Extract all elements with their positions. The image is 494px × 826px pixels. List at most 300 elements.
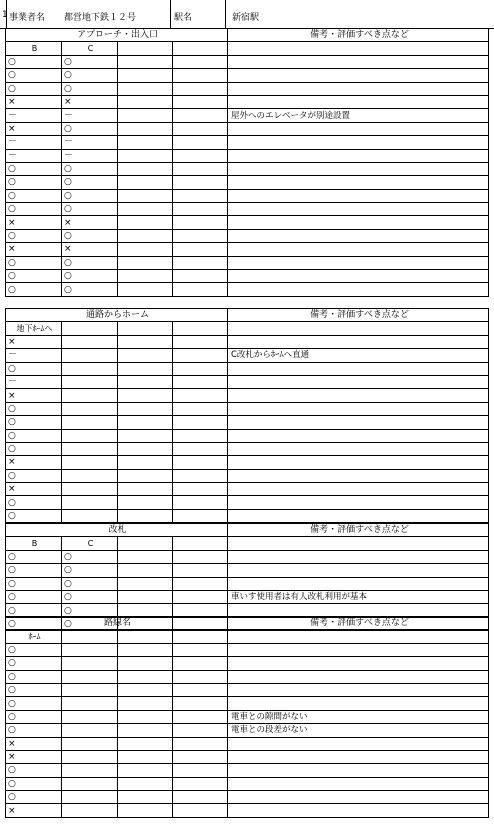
rating-cell <box>173 229 228 242</box>
rating-cell <box>173 416 228 429</box>
evaluation-grid <box>5 28 228 297</box>
note-cell <box>228 95 489 108</box>
section-title: アプローチ・出入口 <box>6 29 228 42</box>
table-row <box>6 710 228 723</box>
rating-cell: ○ <box>6 82 62 95</box>
rating-cell: － <box>62 109 118 122</box>
table-row <box>6 577 228 590</box>
note-cell <box>228 791 489 804</box>
rating-cell <box>62 362 118 375</box>
rating-cell <box>173 82 228 95</box>
rating-cell <box>173 109 228 122</box>
note-cell <box>228 429 489 442</box>
table-row <box>6 416 228 429</box>
rating-cell <box>62 483 118 496</box>
rating-cell: ○ <box>6 55 62 68</box>
rating-cell <box>62 375 118 388</box>
rating-cell: ○ <box>6 550 62 563</box>
rating-cell: ○ <box>6 270 62 283</box>
rating-cell <box>62 804 118 817</box>
note-cell <box>228 577 489 590</box>
document-header <box>0 0 494 29</box>
rating-cell: ○ <box>62 577 118 590</box>
rating-cell: × <box>6 737 62 750</box>
rating-cell: ○ <box>6 777 62 790</box>
rating-cell <box>118 469 173 482</box>
rating-cell: ○ <box>6 697 62 710</box>
rating-cell <box>173 683 228 696</box>
table-row <box>6 429 228 442</box>
rating-cell <box>62 496 118 509</box>
rating-cell <box>62 777 118 790</box>
rating-cell <box>62 335 118 348</box>
note-cell <box>228 229 489 242</box>
note-cell <box>228 737 489 750</box>
rating-cell: ○ <box>6 670 62 683</box>
note-cell <box>228 550 489 563</box>
table-row <box>6 764 228 777</box>
table-row <box>6 657 228 670</box>
note-cell <box>228 362 489 375</box>
rating-cell <box>118 216 173 229</box>
rating-cell <box>118 416 173 429</box>
note-cell <box>228 537 489 550</box>
evaluation-grid <box>5 616 228 818</box>
table-row <box>6 697 228 710</box>
rating-cell: × <box>6 243 62 256</box>
rating-cell <box>173 362 228 375</box>
rating-cell <box>62 710 118 723</box>
note-cell <box>228 683 489 696</box>
column-header <box>118 537 173 550</box>
rating-cell <box>173 577 228 590</box>
column-header <box>173 537 228 550</box>
rating-cell <box>118 737 173 750</box>
rating-cell <box>118 349 173 362</box>
rating-cell <box>173 349 228 362</box>
table-row <box>6 203 228 216</box>
rating-cell <box>173 509 228 522</box>
rating-cell <box>173 750 228 763</box>
row-marker: 1 <box>2 10 8 20</box>
rating-cell <box>62 349 118 362</box>
notes-column <box>227 616 489 818</box>
rating-cell: ○ <box>6 590 62 603</box>
note-cell <box>228 670 489 683</box>
rating-cell: ○ <box>6 189 62 202</box>
rating-cell <box>118 335 173 348</box>
table-row <box>6 550 228 563</box>
table-row <box>6 270 228 283</box>
rating-cell <box>173 122 228 135</box>
rating-cell: ○ <box>6 764 62 777</box>
rating-cell <box>173 335 228 348</box>
note-cell <box>228 750 489 763</box>
column-header <box>62 630 118 643</box>
table-row <box>6 256 228 269</box>
table-row <box>6 335 228 348</box>
rating-cell <box>118 643 173 656</box>
rating-cell: × <box>62 243 118 256</box>
rating-cell: × <box>6 456 62 469</box>
table-row <box>6 389 228 402</box>
note-cell <box>228 216 489 229</box>
rating-cell <box>118 750 173 763</box>
table-row <box>6 162 228 175</box>
rating-cell: ○ <box>62 256 118 269</box>
notes-column <box>227 308 489 523</box>
rating-cell <box>173 456 228 469</box>
table-row <box>6 82 228 95</box>
note-cell <box>228 564 489 577</box>
table-row <box>6 189 228 202</box>
rating-cell: ○ <box>6 496 62 509</box>
rating-cell <box>173 791 228 804</box>
rating-cell <box>118 402 173 415</box>
rating-cell: × <box>62 216 118 229</box>
note-cell <box>228 375 489 388</box>
note-cell <box>228 469 489 482</box>
rating-cell: ○ <box>6 657 62 670</box>
rating-cell: ○ <box>62 283 118 296</box>
note-cell <box>228 149 489 162</box>
rating-cell <box>118 791 173 804</box>
rating-cell: ○ <box>62 590 118 603</box>
rating-cell <box>118 456 173 469</box>
table-row <box>6 643 228 656</box>
column-header: B <box>6 42 62 55</box>
rating-cell: ○ <box>6 791 62 804</box>
note-cell <box>228 243 489 256</box>
rating-cell: × <box>6 750 62 763</box>
rating-cell <box>62 456 118 469</box>
rating-cell: ○ <box>6 402 62 415</box>
note-cell <box>228 630 489 643</box>
table-row <box>6 804 228 817</box>
rating-cell <box>173 243 228 256</box>
table-row <box>6 95 228 108</box>
rating-cell: ○ <box>6 362 62 375</box>
rating-cell: ○ <box>62 564 118 577</box>
rating-cell: × <box>6 122 62 135</box>
note-cell: 電車との段差がない <box>228 724 489 737</box>
rating-cell <box>173 176 228 189</box>
rating-cell: － <box>62 149 118 162</box>
rating-cell <box>118 55 173 68</box>
rating-cell <box>118 697 173 710</box>
rating-cell <box>118 243 173 256</box>
rating-cell: － <box>6 349 62 362</box>
rating-cell <box>118 670 173 683</box>
notes-header: 備考・評価すべき点など <box>228 524 489 537</box>
rating-cell <box>62 791 118 804</box>
rating-cell: ○ <box>6 604 62 617</box>
column-header <box>173 42 228 55</box>
rating-cell <box>118 283 173 296</box>
note-cell <box>228 176 489 189</box>
rating-cell <box>118 189 173 202</box>
column-header: ﾎｰﾑ <box>6 630 62 643</box>
rating-cell <box>173 777 228 790</box>
note-cell <box>228 322 489 335</box>
table-row <box>6 496 228 509</box>
station-value: 新宿駅 <box>232 13 260 23</box>
rating-cell <box>173 483 228 496</box>
rating-cell: ○ <box>6 469 62 482</box>
column-header <box>62 322 118 335</box>
rating-cell <box>173 270 228 283</box>
note-cell <box>228 657 489 670</box>
rating-cell <box>118 657 173 670</box>
note-cell <box>228 82 489 95</box>
rating-cell: ○ <box>6 429 62 442</box>
section-title: 通路からホーム <box>6 309 228 322</box>
rating-cell: ○ <box>62 270 118 283</box>
evaluation-grid <box>5 523 228 631</box>
rating-cell <box>173 737 228 750</box>
rating-cell <box>62 764 118 777</box>
rating-cell <box>173 402 228 415</box>
notes-column <box>227 28 489 297</box>
notes-header: 備考・評価すべき点など <box>228 309 489 322</box>
rating-cell: ○ <box>62 604 118 617</box>
table-row <box>6 283 228 296</box>
rating-cell: ○ <box>62 82 118 95</box>
checklist-section <box>5 28 489 297</box>
table-row <box>6 229 228 242</box>
rating-cell <box>118 683 173 696</box>
note-cell: 車いす使用者は有人改札利用が基本 <box>228 590 489 603</box>
rating-cell <box>118 229 173 242</box>
table-row <box>6 469 228 482</box>
notes-header: 備考・評価すべき点など <box>228 29 489 42</box>
note-cell: 屋外へのエレベータが別途設置 <box>228 109 489 122</box>
rating-cell <box>62 429 118 442</box>
note-cell <box>228 509 489 522</box>
note-cell <box>228 189 489 202</box>
rating-cell: ○ <box>6 577 62 590</box>
rating-cell <box>173 442 228 455</box>
rating-cell: ○ <box>62 176 118 189</box>
rating-cell <box>118 69 173 82</box>
table-row <box>6 683 228 696</box>
rating-cell <box>62 389 118 402</box>
rating-cell: ○ <box>62 550 118 563</box>
rating-cell <box>118 149 173 162</box>
column-header <box>173 630 228 643</box>
table-row <box>6 362 228 375</box>
checklist-section <box>5 523 489 631</box>
column-header <box>118 42 173 55</box>
rating-cell <box>62 670 118 683</box>
rating-cell <box>173 804 228 817</box>
table-row <box>6 122 228 135</box>
table-row <box>6 216 228 229</box>
note-cell <box>228 643 489 656</box>
table-row <box>6 402 228 415</box>
rating-cell <box>118 122 173 135</box>
rating-cell <box>173 764 228 777</box>
rating-cell: ○ <box>6 176 62 189</box>
note-cell <box>228 136 489 149</box>
rating-cell: × <box>6 804 62 817</box>
table-row <box>6 724 228 737</box>
rating-cell <box>173 496 228 509</box>
rating-cell: × <box>6 335 62 348</box>
rating-cell <box>173 590 228 603</box>
column-header: 地下ﾎｰﾑへ <box>6 322 62 335</box>
column-header <box>118 630 173 643</box>
note-cell <box>228 442 489 455</box>
rating-cell <box>173 389 228 402</box>
station-label: 駅名 <box>174 13 193 23</box>
rating-cell <box>173 162 228 175</box>
rating-cell <box>173 95 228 108</box>
rating-cell <box>118 590 173 603</box>
rating-cell <box>62 442 118 455</box>
rating-cell <box>118 82 173 95</box>
rating-cell <box>118 777 173 790</box>
rating-cell: ○ <box>6 162 62 175</box>
table-row <box>6 737 228 750</box>
rating-cell <box>173 564 228 577</box>
rating-cell: ○ <box>6 283 62 296</box>
rating-cell <box>62 469 118 482</box>
table-row <box>6 442 228 455</box>
rating-cell <box>118 429 173 442</box>
section-title: 改札 <box>6 524 228 537</box>
checklist-section <box>5 308 489 523</box>
rating-cell <box>118 483 173 496</box>
rating-cell <box>173 550 228 563</box>
rating-cell: ○ <box>62 162 118 175</box>
rating-cell <box>118 764 173 777</box>
note-cell <box>228 496 489 509</box>
rating-cell <box>118 162 173 175</box>
rating-cell: ○ <box>6 203 62 216</box>
rating-cell: ○ <box>62 55 118 68</box>
table-row <box>6 243 228 256</box>
note-cell <box>228 203 489 216</box>
rating-cell: － <box>6 136 62 149</box>
rating-cell <box>173 69 228 82</box>
table-row <box>6 670 228 683</box>
rating-cell: × <box>6 95 62 108</box>
rating-cell <box>173 643 228 656</box>
rating-cell <box>173 710 228 723</box>
operator-label: 事業者名 <box>9 13 46 23</box>
note-cell <box>228 283 489 296</box>
rating-cell: － <box>6 375 62 388</box>
rating-cell <box>173 697 228 710</box>
rating-cell <box>173 216 228 229</box>
note-cell <box>228 256 489 269</box>
rating-cell: × <box>6 389 62 402</box>
note-cell <box>228 55 489 68</box>
rating-cell <box>118 176 173 189</box>
rating-cell: ○ <box>62 203 118 216</box>
rating-cell: ○ <box>6 229 62 242</box>
rating-cell <box>118 804 173 817</box>
table-row <box>6 750 228 763</box>
note-cell: C改札からﾎｰﾑへ直通 <box>228 349 489 362</box>
rating-cell <box>118 95 173 108</box>
note-cell <box>228 69 489 82</box>
rating-cell <box>173 724 228 737</box>
rating-cell <box>62 737 118 750</box>
rating-cell <box>173 136 228 149</box>
column-header <box>118 322 173 335</box>
table-row <box>6 564 228 577</box>
table-row <box>6 55 228 68</box>
rating-cell <box>173 469 228 482</box>
note-cell <box>228 122 489 135</box>
rating-cell: ○ <box>6 710 62 723</box>
rating-cell <box>173 55 228 68</box>
note-cell: 電車との隙間がない <box>228 710 489 723</box>
rating-cell: － <box>6 109 62 122</box>
rating-cell <box>118 710 173 723</box>
note-cell <box>228 804 489 817</box>
rating-cell <box>173 283 228 296</box>
note-cell <box>228 416 489 429</box>
table-row <box>6 136 228 149</box>
checklist-section <box>5 616 489 818</box>
note-cell <box>228 42 489 55</box>
note-cell <box>228 764 489 777</box>
section-title: 路線名 <box>6 617 228 630</box>
rating-cell <box>118 256 173 269</box>
table-row <box>6 590 228 603</box>
note-cell <box>228 402 489 415</box>
rating-cell <box>62 750 118 763</box>
evaluation-grid <box>5 308 228 523</box>
note-cell <box>228 389 489 402</box>
rating-cell <box>173 429 228 442</box>
rating-cell <box>62 643 118 656</box>
table-row <box>6 456 228 469</box>
table-row <box>6 349 228 362</box>
rating-cell <box>118 270 173 283</box>
rating-cell: ○ <box>6 683 62 696</box>
rating-cell <box>62 697 118 710</box>
rating-cell <box>118 375 173 388</box>
rating-cell <box>118 496 173 509</box>
rating-cell <box>173 670 228 683</box>
rating-cell: ○ <box>6 416 62 429</box>
rating-cell <box>118 509 173 522</box>
rating-cell <box>173 657 228 670</box>
column-header: B <box>6 537 62 550</box>
rating-cell <box>62 657 118 670</box>
notes-header: 備考・評価すべき点など <box>228 617 489 630</box>
rating-cell <box>62 683 118 696</box>
note-cell <box>228 483 489 496</box>
rating-cell <box>118 724 173 737</box>
rating-cell: × <box>6 216 62 229</box>
rating-cell <box>173 189 228 202</box>
table-row <box>6 149 228 162</box>
note-cell <box>228 335 489 348</box>
rating-cell: × <box>62 95 118 108</box>
rating-cell <box>118 577 173 590</box>
rating-cell: ○ <box>62 122 118 135</box>
table-row <box>6 791 228 804</box>
rating-cell: ○ <box>6 724 62 737</box>
column-header <box>173 322 228 335</box>
rating-cell <box>62 416 118 429</box>
table-row <box>6 375 228 388</box>
